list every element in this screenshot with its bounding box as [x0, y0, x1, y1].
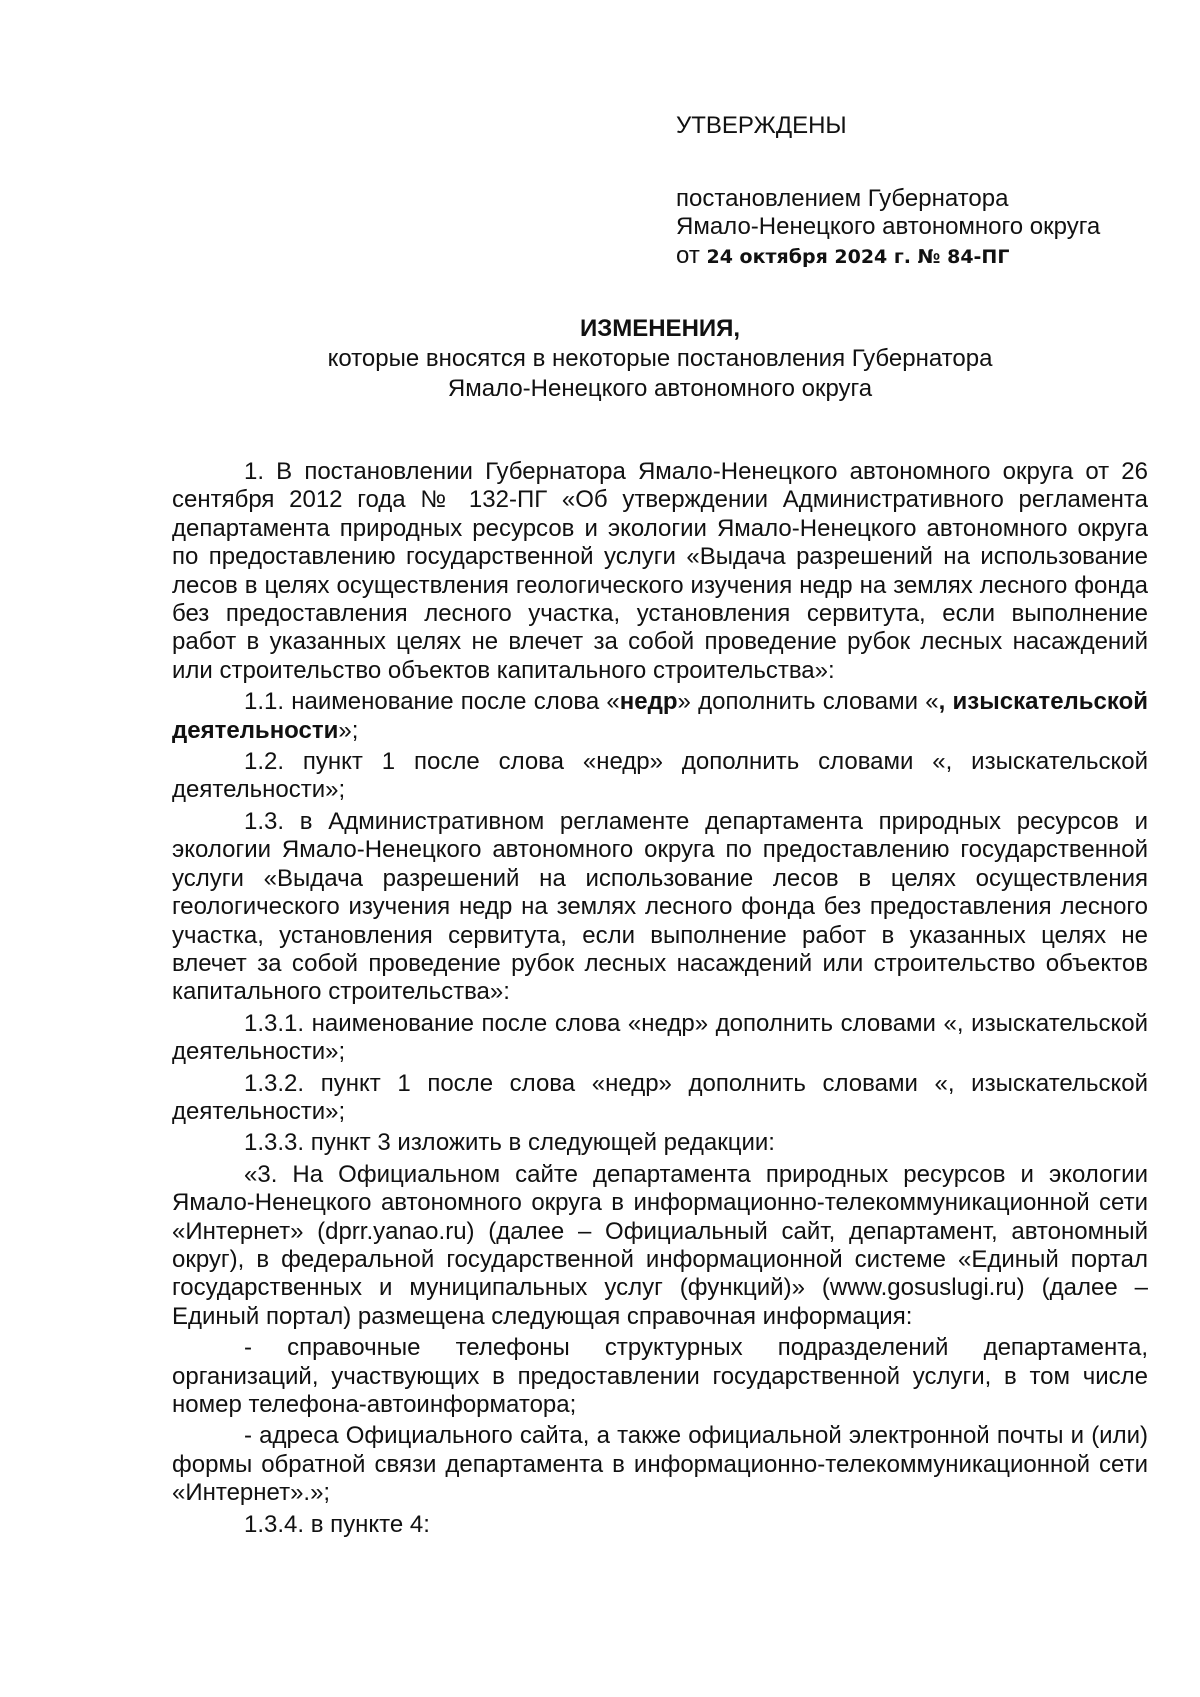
paragraph-1-3-1: 1.3.1. наименование после слова «недр» дополнить словами «, изыскательской деятельности»; — [172, 1009, 1148, 1066]
paragraph-1-1-part-a: 1.1. наименование после слова « — [244, 688, 620, 716]
paragraph-1-1 — [172, 688, 1148, 745]
approval-block — [676, 112, 1176, 271]
title-line-2: Ямало-Ненецкого автономного округа — [447, 375, 873, 402]
document-title — [172, 314, 1148, 404]
title-heading: ИЗМЕНЕНИЯ, — [579, 315, 741, 342]
paragraph-1: 1. В постановлении Губернатора Ямало-Ненецкого автономного округа от 26 сентября 2012 года № 132-ПГ «Об утверждении Административного регламента департамента природных ресурсов и экологии Ямало-Ненецкого автономного округа по предоставлению государственной услуги «Выдача разрешений на использование лесов в целях осуществления геологического изучения недр на землях лесного фонда без предоставления лесного участка, установления сервитута, если выполнение работ в указанных целях не влечет за собой проведение рубок лесных насаждений или строительство объектов капитального строительства»: — [172, 458, 1148, 684]
paragraph-1-3-2: 1.3.2. пункт 1 после слова «недр» дополнить словами «, изыскательской деятельности»; — [172, 1069, 1148, 1125]
paragraph-bullet-addresses: - адреса Официального сайта, а также официальной электронной почты и (или) формы обратной связи департамента в информационно-телекоммуникационной сети «Интернет».»; — [172, 1422, 1148, 1507]
paragraph-bullet-phones: - справочные телефоны структурных подразделений департамента, организаций, участвующих в предоставлении государственной услуги, в том числе номер телефона-автоинформатора; — [172, 1334, 1148, 1418]
title-line-1: которые вносятся в некоторые постановления Губернатора — [327, 345, 993, 372]
approval-date-line — [676, 242, 1176, 272]
paragraph-1-2: 1.2. пункт 1 после слова «недр» дополнить словами «, изыскательской деятельности»; — [172, 748, 1148, 804]
approval-stamp: УТВЕРЖДЕНЫ — [676, 112, 847, 139]
paragraph-1-1-part-e: »; — [338, 716, 359, 744]
paragraph-quote-3: «3. На Официальном сайте департамента природных ресурсов и экологии Ямало-Ненецкого автономного округа в информационно-телекоммуникационной сети «Интернет» (dprr.yanao.ru) (далее – Официальный сайт, департамент, автономный округ), в федеральной государственной информационной системе «Единый портал государственных и муниципальных услуг (функций)» (www.gosuslugi.ru) (далее – Единый портал) размещена следующая справочная информация: — [172, 1160, 1148, 1330]
paragraph-1-3-4: 1.3.4. в пункте 4: — [244, 1510, 430, 1538]
approval-date-value: 24 октября 2024 г. № 84-ПГ — [706, 245, 1010, 268]
paragraph-1-1-part-c: » дополнить словами « — [677, 688, 939, 716]
paragraph-1-3-3: 1.3.3. пункт 3 изложить в следующей редакции: — [244, 1129, 775, 1157]
approval-date-prefix: от — [676, 241, 700, 269]
paragraph-1-1-bold-word: недр — [619, 688, 678, 716]
paragraph-1-1-bold-phrase: , изыскательской деятельности — [172, 688, 1148, 744]
paragraph-1-3: 1.3. в Административном регламенте департамента природных ресурсов и экологии Ямало-Ненецкого автономного округа по предоставлению государственной услуги «Выдача разрешений на использование лесов в целях осуществления геологического изучения недр на землях лесного фонда без предоставления лесного участка, установления сервитута, если выполнение работ в указанных целях не влечет за собой проведение рубок лесных насаждений или строительство объектов капитального строительства»: — [172, 807, 1148, 1006]
document-body — [172, 458, 1148, 1542]
approval-line-2: Ямало-Ненецкого автономного округа — [676, 213, 1101, 240]
approval-line-1: постановлением Губернатора — [676, 184, 1009, 212]
